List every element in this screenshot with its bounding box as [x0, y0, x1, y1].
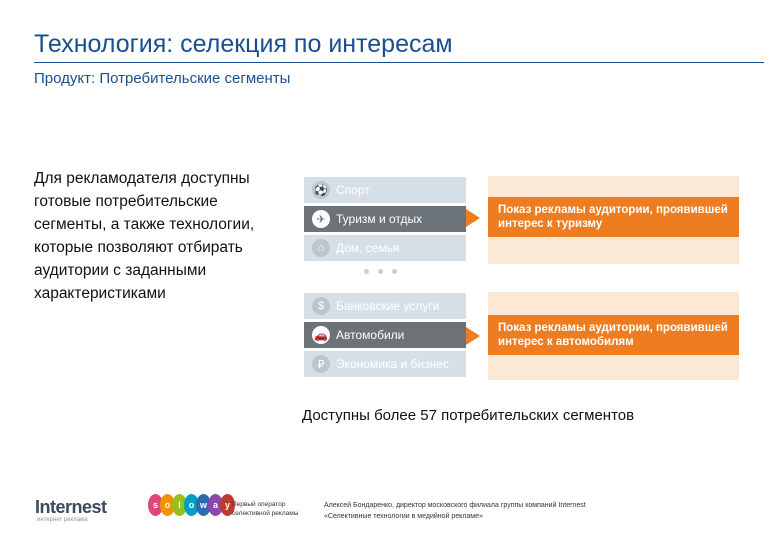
- page-title: Технология: селекция по интересам: [34, 30, 453, 58]
- soloway-logo: s o l o w a y: [148, 494, 235, 516]
- result-label-2: Показ рекламы аудитории, проявившей интерес к автомобилям: [488, 315, 739, 355]
- segment-label: Экономика и бизнес: [336, 357, 449, 371]
- segment-sport: [304, 177, 466, 203]
- family-icon: ⌂: [312, 239, 330, 257]
- segment-label: Туризм и отдых: [336, 212, 423, 226]
- travel-icon: ✈: [312, 210, 330, 228]
- footer-author: Алексей Бондаренко, директор московского филиала группы компаний Internest «Селективные технологии в медийной рекламе»: [324, 502, 586, 520]
- description-text: Для рекламодателя доступны готовые потребительские сегменты, а также технологии, которые позволяют отбирать аудитории с заданными характеристиками: [34, 170, 255, 302]
- page-subtitle: Продукт: Потребительские сегменты: [34, 70, 291, 87]
- result-label-1: Показ рекламы аудитории, проявившей интерес к туризму: [488, 197, 739, 237]
- segment-business: [304, 351, 466, 377]
- result-box-1: [488, 176, 739, 264]
- bank-icon: $: [312, 297, 330, 315]
- segment-banking: [304, 293, 466, 319]
- car-icon: 🚗: [312, 326, 330, 344]
- segment-group-1: [304, 177, 466, 264]
- arrow-right-icon: [466, 327, 480, 345]
- segment-cars: [304, 322, 466, 348]
- internest-logo-subtitle: интернет реклама: [37, 517, 88, 523]
- result-box-2: [488, 292, 739, 380]
- soloway-caption: Первый оператор селективной рекламы: [232, 501, 299, 517]
- segment-label: Дом, семья: [336, 241, 400, 255]
- arrow-right-icon: [466, 209, 480, 227]
- segment-label: Банковские услуги: [336, 299, 440, 313]
- segment-label: Спорт: [336, 183, 370, 197]
- sport-icon: ⚽: [312, 181, 330, 199]
- segment-label: Автомобили: [336, 328, 405, 342]
- segments-caption: Доступны более 57 потребительских сегментов: [302, 407, 635, 424]
- segment-family: [304, 235, 466, 261]
- title-divider: [34, 62, 764, 63]
- internest-logo: Internest: [35, 497, 107, 517]
- business-icon: ₽: [312, 355, 330, 373]
- segment-group-2: [304, 293, 466, 380]
- segment-travel: [304, 206, 466, 232]
- ellipsis-icon: [364, 269, 397, 274]
